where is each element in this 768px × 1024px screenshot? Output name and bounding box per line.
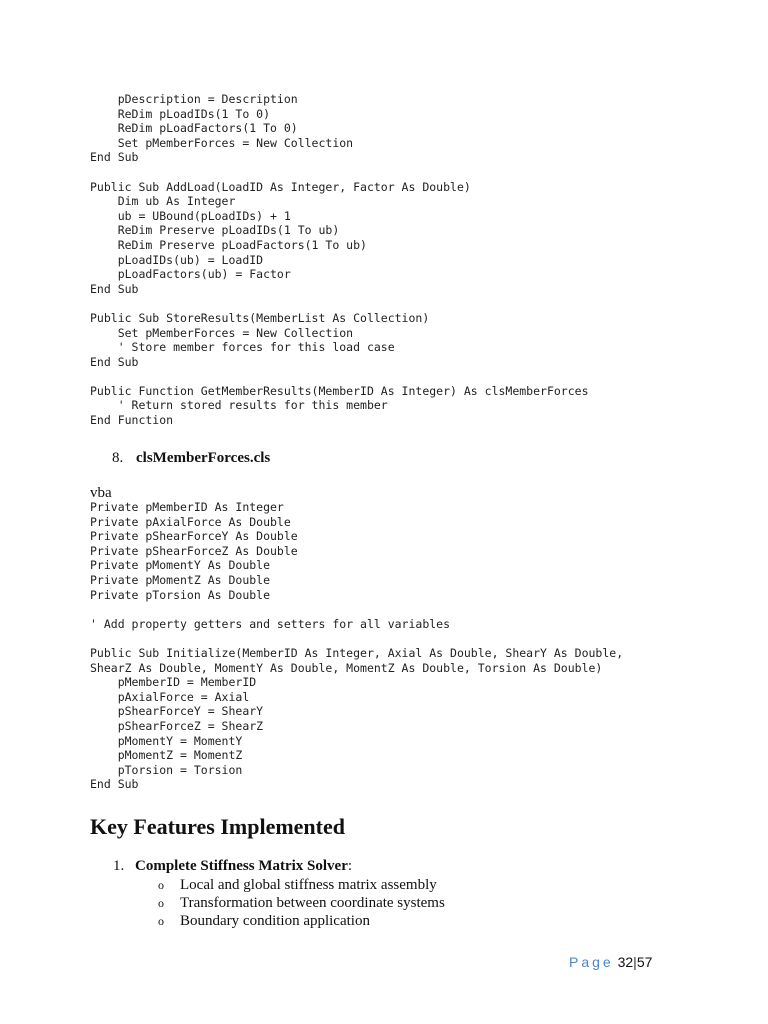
code-line: pLoadIDs(ub) = LoadID [90,252,264,267]
code-line: ReDim Preserve pLoadFactors(1 To ub) [90,237,367,252]
code-line: pMemberID = MemberID [90,675,257,690]
code-line: Public Sub AddLoad(LoadID As Integer, Factor As Double) [90,179,471,194]
feature-colon: : [347,858,353,874]
code-line: ' Return stored results for this member [90,398,388,413]
bullet-circle-icon: o [158,896,164,910]
section-heading [112,448,270,468]
feature-subitem-text: Local and global stiffness matrix assembly [180,877,437,893]
code-line: Private pTorsion As Double [90,587,271,602]
code-language-label: vba [90,485,112,501]
total-pages-number: 57 [636,954,653,970]
code-line: pMomentY = MomentY [90,733,243,748]
features-heading: Key Features Implemented [90,814,345,839]
code-line: End Function [90,413,174,428]
feature-subitem-text: Boundary condition application [180,913,370,929]
feature-subitem [158,876,437,894]
code-line: pShearForceZ = ShearZ [90,718,264,733]
code-line: Public Sub StoreResults(MemberList As Collection) [90,310,430,325]
code-line: Private pAxialForce As Double [90,514,291,529]
feature-subitem [158,894,445,912]
code-line: Public Function GetMemberResults(MemberID As Integer) As clsMemberForces [90,383,589,398]
code-line: pTorsion = Torsion [90,762,243,777]
page-label: Page [569,954,614,970]
code-line: End Sub [90,150,139,165]
code-line: Private pMomentZ As Double [90,572,271,587]
code-line: pDescription = Description [90,92,298,106]
feature-title: Complete Stiffness Matrix Solver [135,858,348,874]
section-number: 8. [112,450,124,466]
page-footer [569,953,652,971]
code-line: End Sub [90,281,139,296]
code-line: ReDim pLoadIDs(1 To 0) [90,106,271,121]
code-line: Public Sub Initialize(MemberID As Integer, Axial As Double, ShearY As Double, [90,645,624,660]
feature-subitem [158,912,370,930]
code-line: Set pMemberForces = New Collection [90,135,354,150]
current-page-number: 32 [617,954,634,970]
feature-subitem-text: Transformation between coordinate systems [180,895,445,911]
page-separator: | [633,954,637,970]
code-line: End Sub [90,354,139,369]
code-line: pShearForceY = ShearY [90,704,264,719]
code-line: Dim ub As Integer [90,194,236,209]
bullet-circle-icon: o [158,914,164,928]
code-line: ReDim pLoadFactors(1 To 0) [90,121,298,136]
code-block-member-forces [90,500,623,792]
code-line: Set pMemberForces = New Collection [90,325,354,340]
code-line: pMomentZ = MomentZ [90,748,243,763]
section-title: clsMemberForces.cls [136,450,271,466]
code-line: pLoadFactors(ub) = Factor [90,267,291,282]
code-line: ' Add property getters and setters for all variables [90,616,451,631]
code-line: ' Store member forces for this load case [90,340,395,355]
code-line: Private pShearForceZ As Double [90,543,298,558]
code-line: Private pShearForceY As Double [90,529,298,544]
code-line: ReDim Preserve pLoadIDs(1 To ub) [90,223,340,238]
bullet-circle-icon: o [158,878,164,892]
code-line: Private pMomentY As Double [90,558,271,573]
code-line: ub = UBound(pLoadIDs) + 1 [90,208,291,223]
code-line: End Sub [90,777,139,792]
code-line: ShearZ As Double, MomentY As Double, MomentZ As Double, Torsion As Double) [90,660,603,675]
feature-list-item [113,857,352,875]
feature-number: 1. [113,858,125,874]
code-line: pAxialForce = Axial [90,689,250,704]
code-line: Private pMemberID As Integer [90,500,284,514]
code-block-class-methods [90,92,589,428]
